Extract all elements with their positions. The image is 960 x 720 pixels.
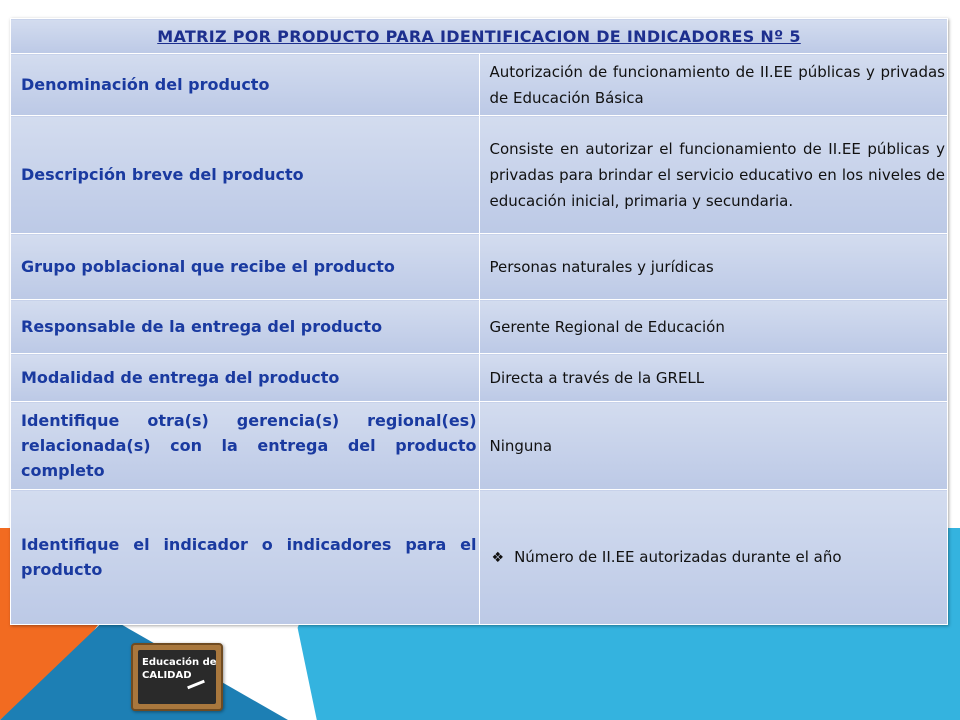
row-value: Ninguna <box>479 402 948 490</box>
row-label: Denominación del producto <box>11 54 480 116</box>
education-quality-logo <box>131 643 223 711</box>
diamond-bullet-icon: ❖ <box>491 549 505 566</box>
table-row <box>11 234 948 300</box>
matrix-table <box>10 18 948 625</box>
table-row <box>11 354 948 402</box>
row-value-bullet <box>479 490 948 625</box>
row-value: Autorización de funcionamiento de II.EE públicas y privadas de Educación Básica <box>479 54 948 116</box>
row-value: Directa a través de la GRELL <box>479 354 948 402</box>
matrix-table-container <box>10 18 948 625</box>
table-row <box>11 402 948 490</box>
table-row <box>11 300 948 354</box>
logo-line-1: Educación de <box>142 657 217 668</box>
logo-line-2: CALIDAD <box>142 670 192 681</box>
row-label: Descripción breve del producto <box>11 116 480 234</box>
title-row <box>11 19 948 54</box>
table-row <box>11 116 948 234</box>
row-value: Personas naturales y jurídicas <box>479 234 948 300</box>
row-label: Grupo poblacional que recibe el producto <box>11 234 480 300</box>
indicator-text: Número de II.EE autorizadas durante el año <box>514 547 842 566</box>
table-row <box>11 490 948 625</box>
row-value: Consiste en autorizar el funcionamiento de II.EE públicas y privadas para brindar el servicio educativo en los niveles de educación inicial, primaria y secundaria. <box>479 116 948 234</box>
logo-text <box>142 656 217 682</box>
row-label: Responsable de la entrega del producto <box>11 300 480 354</box>
row-label: Identifique otra(s) gerencia(s) regional(es) relacionada(s) con la entrega del producto completo <box>11 402 480 490</box>
matrix-title: MATRIZ POR PRODUCTO PARA IDENTIFICACION DE INDICADORES Nº 5 <box>11 19 948 54</box>
row-value: Gerente Regional de Educación <box>479 300 948 354</box>
row-label: Identifique el indicador o indicadores para el producto <box>11 490 480 625</box>
table-row <box>11 54 948 116</box>
row-label: Modalidad de entrega del producto <box>11 354 480 402</box>
